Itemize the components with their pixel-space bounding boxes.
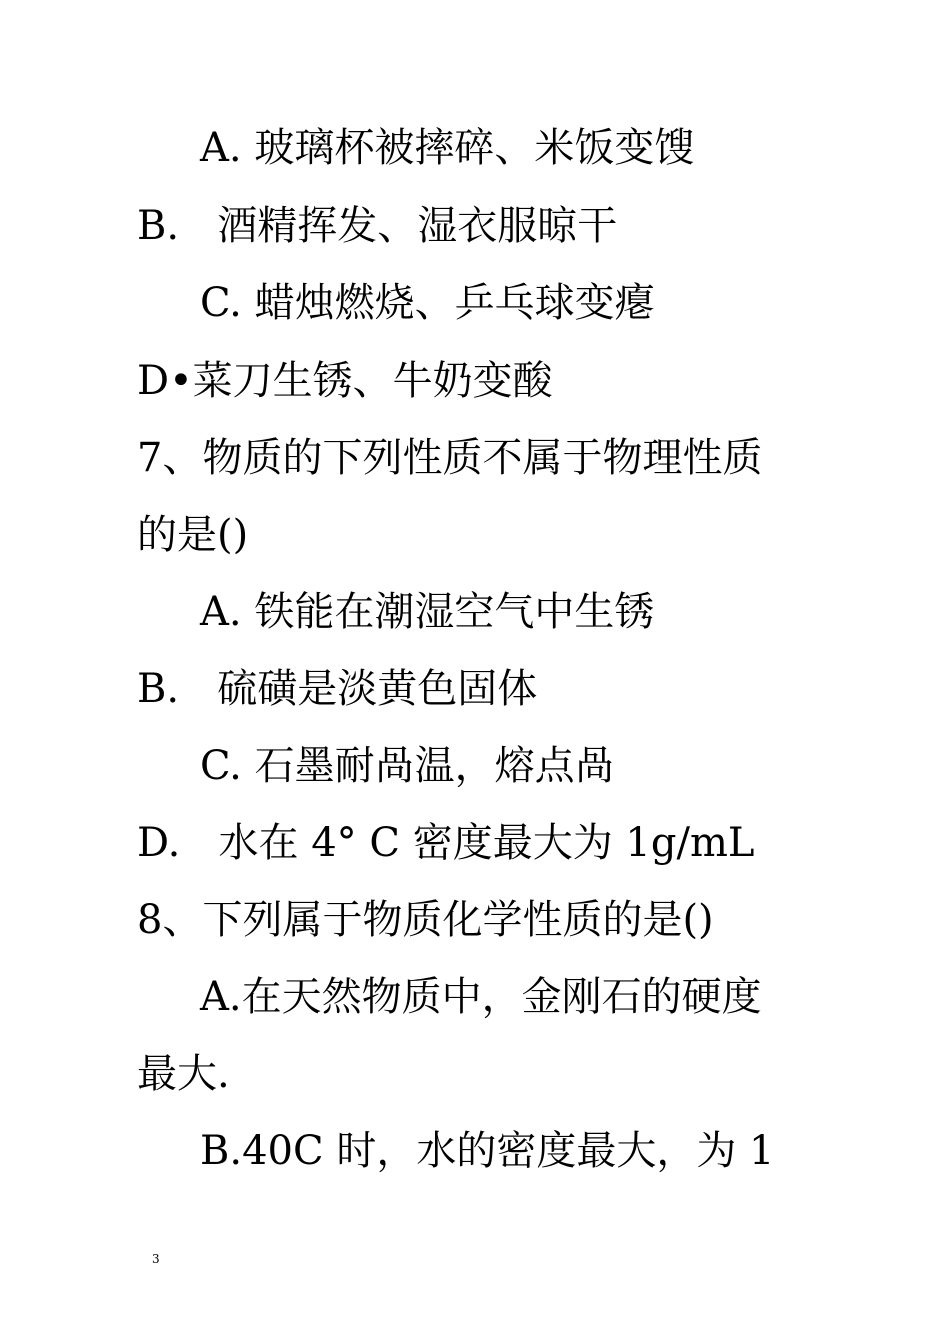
option-d-q7: D. 水在 4° C 密度最大为 1g/mL bbox=[137, 820, 755, 866]
option-a-q8-line-1: A.在天然物质中，金刚石的硬度 bbox=[200, 974, 762, 1020]
option-d-q6: D•菜刀生锈、牛奶变酸 bbox=[137, 358, 553, 404]
question-7-line-1: 7、物质的下列性质不属于物理性质 bbox=[137, 435, 763, 481]
option-b-q6: B. 酒精挥发、湿衣服晾干 bbox=[137, 203, 618, 249]
question-7-line-2: 的是() bbox=[137, 512, 249, 558]
option-c-q6: C. 蜡烛燃烧、乒乓球变瘪 bbox=[200, 280, 655, 326]
question-8: 8、下列属于物质化学性质的是() bbox=[137, 897, 714, 943]
option-b-q8: B.40C 时，水的密度最大，为 1 bbox=[200, 1128, 775, 1174]
option-a-q8-line-2: 最大. bbox=[137, 1051, 230, 1097]
option-a-q6: A. 玻璃杯被摔碎、米饭变馊 bbox=[200, 125, 695, 171]
page-number: 3 bbox=[152, 1252, 160, 1266]
option-b-q7: B. 硫磺是淡黄色固体 bbox=[137, 666, 538, 712]
option-a-q7: A. 铁能在潮湿空气中生锈 bbox=[200, 589, 655, 635]
option-c-q7: C. 石墨耐咼温，熔点咼 bbox=[200, 743, 615, 789]
